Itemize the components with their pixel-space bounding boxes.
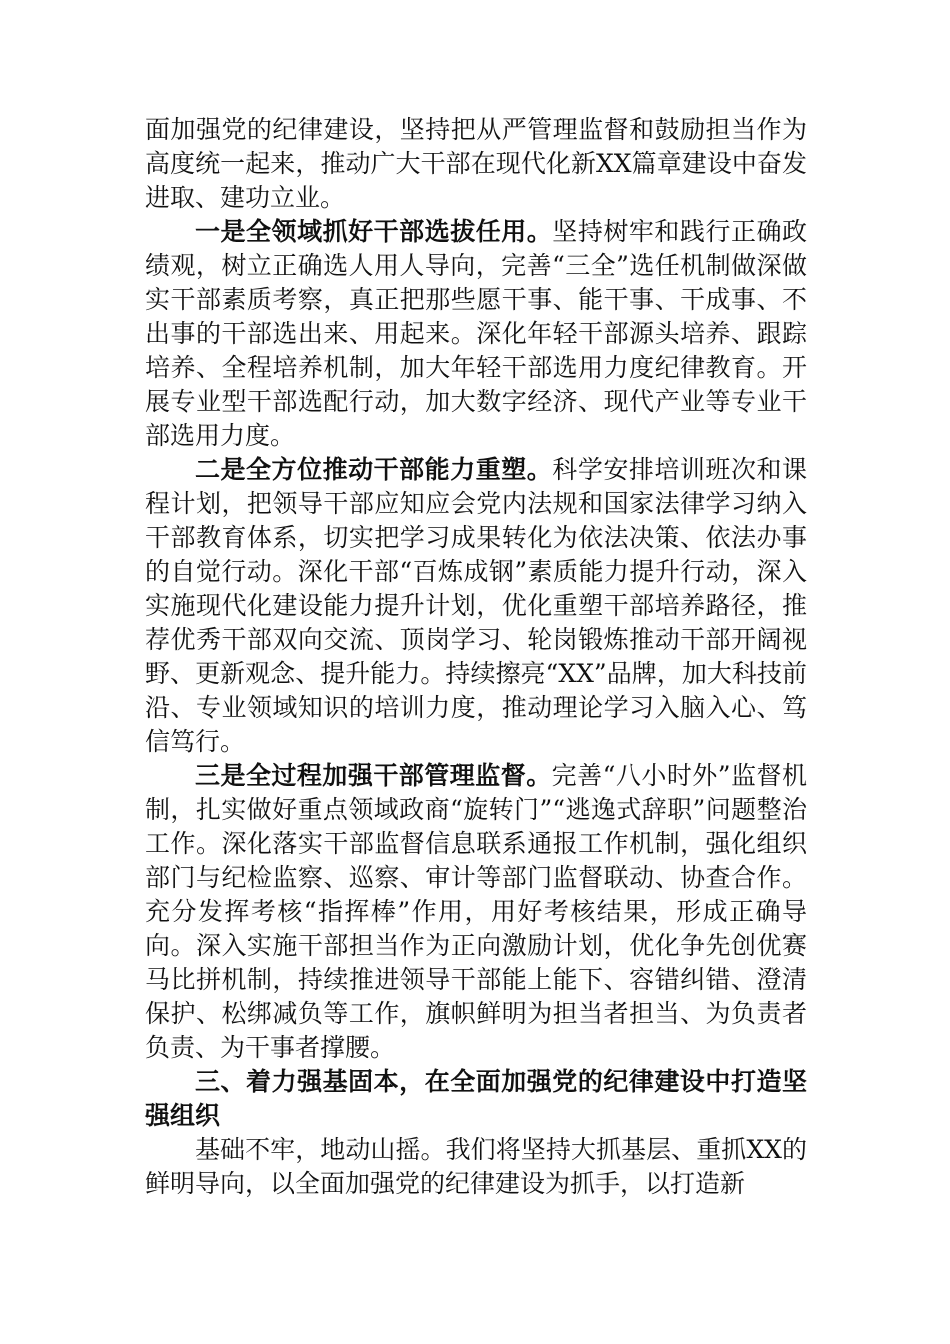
document-body	[145, 113, 807, 1201]
section-heading: 三、着力强基固本，在全面加强党的纪律建设中打造坚强组织	[145, 1067, 807, 1130]
paragraph-body: 坚持树牢和践行正确政绩观，树立正确选人用人导向，完善“三全”选任机制做深做实干部素质考察，真正把那些愿干事、能干事、干成事、不出事的干部选出来、用起来。深化年轻干部源头培养、跟踪培养、全程培养机制，加大年轻干部选用力度纪律教育。开展专业型干部选配行动，加大数字经济、现代产业等专业干部选用力度。	[145, 217, 807, 450]
paragraph-lead: 二是全方位推动干部能力重塑。	[195, 455, 553, 484]
paragraph-lead: 三是全过程加强干部管理监督。	[195, 761, 552, 790]
paragraph-foundation: 基础不牢，地动山摇。我们将坚持大抓基层、重抓XX的鲜明导向，以全面加强党的纪律建设为抓手，以打造新	[145, 1135, 807, 1198]
paragraph-lead: 一是全领域抓好干部选拔任用。	[195, 217, 553, 246]
paragraph-cadre-supervision	[145, 759, 807, 1065]
paragraph-body: 完善“八小时外”监督机制，扎实做好重点领域政商“旋转门”“逃逸式辞职”问题整治工作。深化落实干部监督信息联系通报工作机制，强化组织部门与纪检监察、巡察、审计等部门监督联动、协查合作。充分发挥考核“指挥棒”作用，用好考核结果，形成正确导向。深入实施干部担当作为正向激励计划，优化争先创优赛马比拼机制，持续推进领导干部能上能下、容错纠错、澄清保护、松绑减负等工作，旗帜鲜明为担当者担当、为负责者负责、为干事者撑腰。	[145, 761, 807, 1062]
paragraph-intro: 面加强党的纪律建设，坚持把从严管理监督和鼓励担当作为高度统一起来，推动广大干部在现代化新XX篇章建设中奋发进取、建功立业。	[145, 115, 807, 212]
paragraph-cadre-selection	[145, 215, 807, 453]
paragraph-body: 科学安排培训班次和课程计划，把领导干部应知应会党内法规和国家法律学习纳入干部教育体系，切实把学习成果转化为依法决策、依法办事的自觉行动。深化干部“百炼成钢”素质能力提升行动，深入实施现代化建设能力提升计划，优化重塑干部培养路径，推荐优秀干部双向交流、顶岗学习、轮岗锻炼推动干部开阔视野、更新观念、提升能力。持续擦亮“XX”品牌，加大科技前沿、专业领域知识的培训力度，推动理论学习入脑入心、笃信笃行。	[145, 455, 807, 756]
paragraph-cadre-capability	[145, 453, 807, 759]
